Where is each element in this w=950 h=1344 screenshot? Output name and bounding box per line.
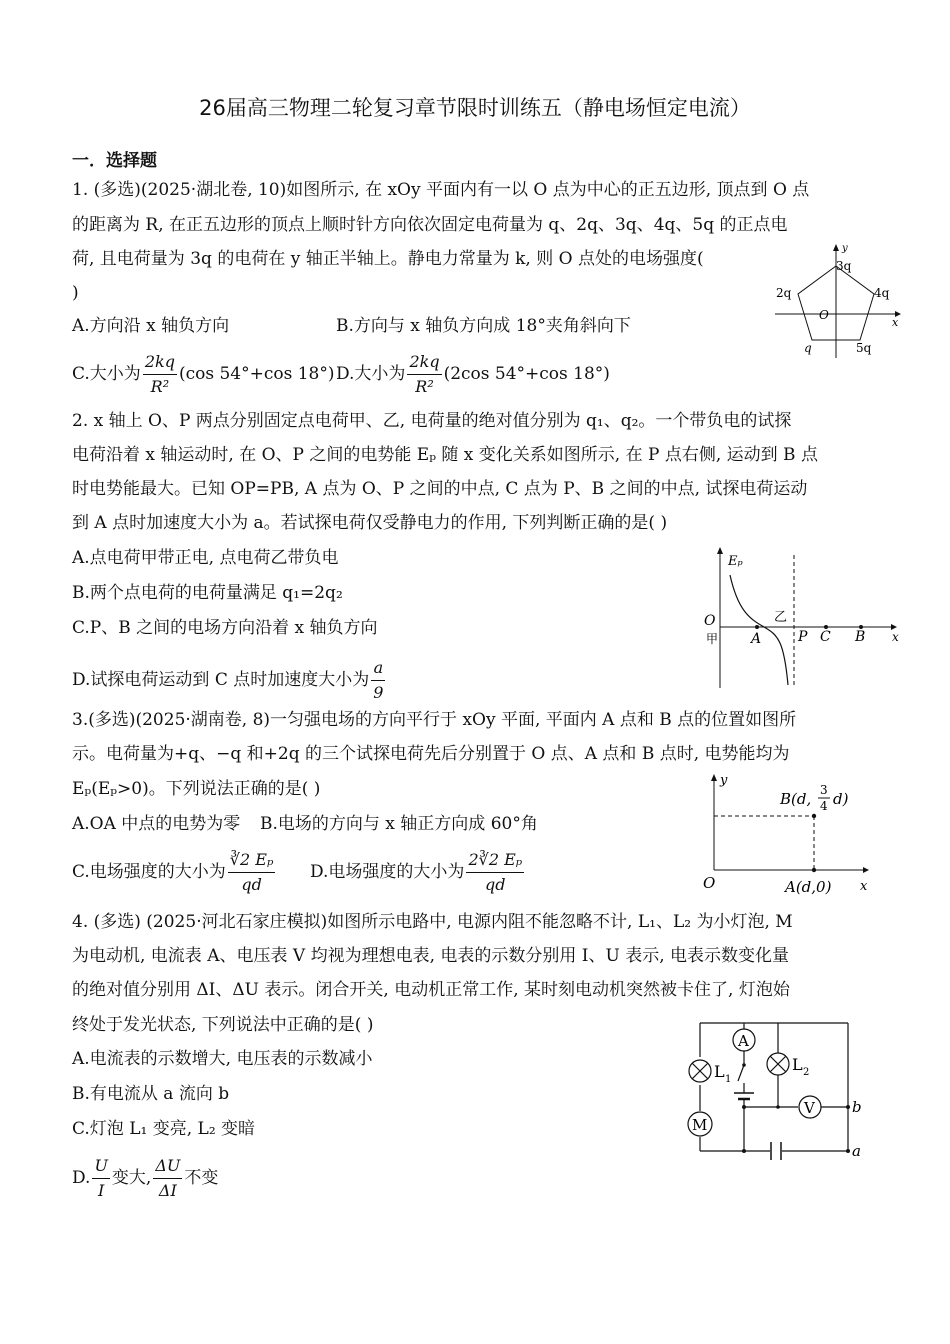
point-a-label: A [751,631,762,647]
q3-line-3: Eₚ(Eₚ>0)。下列说法正确的是( ) [72,779,321,799]
voltmeter-label: V [804,1099,815,1117]
q3-option-c: C.电场强度的大小为 $\frac{\text{∛2 Eₚ}}{qd}$ [72,850,274,894]
q3-option-b: B.电场的方向与 x 轴正方向成 60°角 [260,814,538,834]
charge-3q-label: 3q [836,259,852,273]
charge-5q-label: 5q [856,341,872,355]
y-axis-label: y [720,773,728,788]
lamp-l1-label: L [714,1062,725,1081]
q4-line-1: 4. (多选) (2025·河北石家庄模拟)如图所示电路中, 电源内阻不能忽略不计, L₁、L₂ 为小灯泡, M [72,912,793,932]
q4-line-2: 为电动机, 电流表 A、电压表 V 均视为理想电表, 电表的示数分别用 I、U 表示, 电表示数变化量 [72,946,790,966]
y-axis-label: y [842,243,848,254]
q4-option-d: D. $\frac{U}{I}$ 变大, $\frac{\Delta U}{\Delta I}$ 不变 [72,1156,219,1200]
x-axis-label: x [860,879,868,894]
q2-option-a: A.点电荷甲带正电, 点电荷乙带负电 [72,548,339,568]
page-title: 26届高三物理二轮复习章节限时训练五（静电场恒定电流） [199,96,751,120]
pentagon-figure [770,240,910,360]
lamp-l2-subscript: 2 [803,1067,810,1078]
charge-2q-label: 2q [776,286,792,300]
potential-energy-figure [700,545,910,690]
point-b-frac-num: 3 [820,783,828,797]
charge-q-label: q [804,341,812,355]
point-c-label: C [820,629,831,645]
motor-label: M [692,1116,708,1134]
q3-line-2: 示。电荷量为+q、−q 和+2q 的三个试探电荷先后分别置于 O 点、A 点和 B 点时, 电势能均为 [72,744,790,764]
q4-line-4: 终处于发光状态, 下列说法中正确的是( ) [72,1015,374,1035]
q1-line-3: 荷, 且电荷量为 3q 的电荷在 y 轴正半轴上。静电力常量为 k, 则 O 点处的电场强度( [72,249,704,269]
lamp-l1-subscript: 1 [725,1074,732,1085]
q1-option-c: C.大小为 $\frac{2kq}{\text{R²}}$ (cos 54°+cos 18°) [72,352,335,396]
q4-option-c: C.灯泡 L₁ 变亮, L₂ 变暗 [72,1119,256,1139]
x-axis-label: x [892,630,899,644]
origin-label: O [704,613,716,629]
q1-option-a: A.方向沿 x 轴负方向 [72,316,230,336]
q4-option-b: B.有电流从 a 流向 b [72,1084,230,1104]
q4-line-3: 的绝对值分别用 ΔI、ΔU 表示。闭合开关, 电动机正常工作, 某时刻电动机突然被卡住了, 灯泡始 [72,980,790,1000]
q2-option-b: B.两个点电荷的电荷量满足 q₁=2q₂ [72,583,343,603]
section-heading: 一．选择题 [72,151,157,171]
coordinate-figure [700,770,880,900]
circuit-figure [680,1015,870,1165]
point-a-label: A(d,0) [785,878,832,896]
q1-option-d: D.大小为 $\frac{2kq}{\text{R²}}$ (2cos 54°+cos 18°) [336,352,610,396]
q1-line-4: ) [72,283,79,303]
q2-line-3: 时电势能最大。已知 OP=PB, A 点为 O、P 之间的中点, C 点为 P、B 之间的中点, 试探电荷运动 [72,479,808,499]
q2-line-4: 到 A 点时加速度大小为 a。若试探电荷仅受静电力的作用, 下列判断正确的是( ) [72,513,668,533]
charge-4q-label: 4q [874,286,890,300]
q2-option-d: D.试探电荷运动到 C 点时加速度大小为 $\frac{a}{9}$ [72,658,384,702]
point-b-label: B [855,629,866,645]
node-b-label: b [852,1098,862,1116]
q3-option-d: D.电场强度的大小为 $\frac{\text{2∛2 Eₚ}}{qd}$ [310,850,523,894]
origin-label: O [819,308,829,322]
ep-axis-label: Eₚ [728,554,743,569]
q3-line-1: 3.(多选)(2025·湖南卷, 8)一匀强电场的方向平行于 xOy 平面, 平面内 A 点和 B 点的位置如图所 [72,710,797,730]
q2-line-2: 电荷沿着 x 轴运动时, 在 O、P 之间的电势能 Eₚ 随 x 变化关系如图所示, 在 P 点右侧, 运动到 B 点 [72,445,818,465]
ammeter-label: A [738,1032,749,1050]
q4-option-a: A.电流表的示数增大, 电压表的示数减小 [72,1049,373,1069]
lamp-l2-label: L [792,1055,803,1074]
point-b-label: B(d, [780,790,812,808]
q1-line-2: 的距离为 R, 在正五边形的顶点上顺时针方向依次固定电荷量为 q、2q、3q、4q、5q 的正点电 [72,215,788,235]
origin-label: O [703,874,716,892]
charge-yi-label: 乙 [774,610,788,625]
point-p-label: P [798,629,808,645]
node-a-label: a [852,1142,861,1160]
point-b-frac-den: 4 [820,799,828,813]
q3-option-a: A.OA 中点的电势为零 [72,814,241,834]
q1-option-b: B.方向与 x 轴负方向成 18°夹角斜向下 [336,316,631,336]
point-b-label-end: d) [833,790,849,808]
q2-line-1: 2. x 轴上 O、P 两点分别固定点电荷甲、乙, 电荷量的绝对值分别为 q₁、q₂。一个带负电的试探 [72,411,792,431]
q1-line-1: 1. (多选)(2025·湖北卷, 10)如图所示, 在 xOy 平面内有一以 O 点为中心的正五边形, 顶点到 O 点 [72,180,810,200]
charge-jia-label: 甲 [706,632,719,646]
x-axis-label: x [892,316,899,329]
q2-option-c: C.P、B 之间的电场方向沿着 x 轴负方向 [72,618,378,638]
